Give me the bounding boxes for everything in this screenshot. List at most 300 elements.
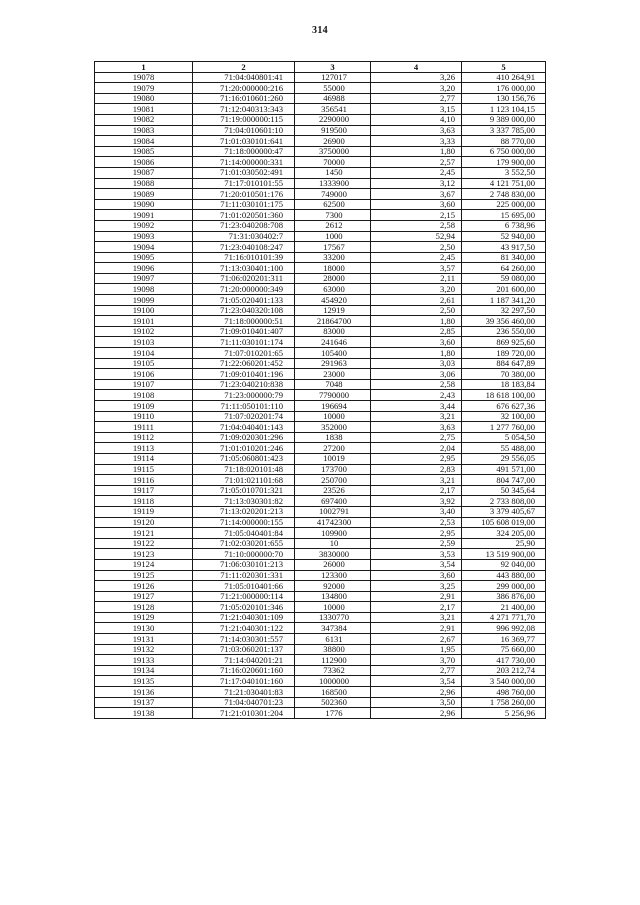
cadastral-number-cell: 71:18:020101:48 — [193, 464, 295, 475]
table-row — [95, 273, 546, 284]
area-value-cell: 41742300 — [295, 517, 371, 528]
rate-value-cell: 3,44 — [371, 401, 462, 412]
table-row — [95, 634, 546, 645]
area-value-cell: 105400 — [295, 348, 371, 359]
amount-value-cell: 236 550,00 — [462, 326, 546, 337]
amount-value-cell: 64 260,00 — [462, 263, 546, 274]
area-value-cell: 18000 — [295, 263, 371, 274]
table-row — [95, 358, 546, 369]
area-value-cell: 38800 — [295, 644, 371, 655]
row-number-cell: 19082 — [95, 114, 193, 125]
rate-value-cell: 2,83 — [371, 464, 462, 475]
table-row — [95, 644, 546, 655]
cadastral-number-cell: 71:03:060201:137 — [193, 644, 295, 655]
amount-value-cell: 75 660,00 — [462, 644, 546, 655]
table-row — [95, 199, 546, 210]
row-number-cell: 19114 — [95, 453, 193, 464]
cadastral-number-cell: 71:09:010401:196 — [193, 369, 295, 380]
cadastral-number-cell: 71:20:000000:349 — [193, 284, 295, 295]
amount-value-cell: 179 900,00 — [462, 157, 546, 168]
row-number-cell: 19094 — [95, 242, 193, 253]
row-number-cell: 19106 — [95, 369, 193, 380]
rate-value-cell: 2,85 — [371, 326, 462, 337]
area-value-cell: 62500 — [295, 199, 371, 210]
amount-value-cell: 6 738,96 — [462, 220, 546, 231]
amount-value-cell: 2 733 808,00 — [462, 496, 546, 507]
rate-value-cell: 2,67 — [371, 634, 462, 645]
table-row — [95, 242, 546, 253]
rate-value-cell: 3,63 — [371, 125, 462, 136]
table-row — [95, 612, 546, 623]
table-row — [95, 591, 546, 602]
table-row — [95, 453, 546, 464]
area-value-cell: 1000 — [295, 231, 371, 242]
table-row — [95, 369, 546, 380]
cadastral-number-cell: 71:18:000000:47 — [193, 146, 295, 157]
area-value-cell: 3830000 — [295, 549, 371, 560]
area-value-cell: 28000 — [295, 273, 371, 284]
cadastral-number-cell: 71:20:010501:176 — [193, 189, 295, 200]
cadastral-number-cell: 71:19:000000:115 — [193, 114, 295, 125]
cadastral-number-cell: 71:16:010101:39 — [193, 252, 295, 263]
rate-value-cell: 1,80 — [371, 316, 462, 327]
area-value-cell: 250700 — [295, 475, 371, 486]
cadastral-number-cell: 71:17:040101:160 — [193, 676, 295, 687]
area-value-cell: 919500 — [295, 125, 371, 136]
rate-value-cell: 1,80 — [371, 348, 462, 359]
rate-value-cell: 3,25 — [371, 581, 462, 592]
amount-value-cell: 52 940,00 — [462, 231, 546, 242]
rate-value-cell: 3,60 — [371, 337, 462, 348]
row-number-cell: 19095 — [95, 252, 193, 263]
table-row — [95, 528, 546, 539]
table-row — [95, 220, 546, 231]
amount-value-cell: 59 080,00 — [462, 273, 546, 284]
area-value-cell: 173700 — [295, 464, 371, 475]
amount-value-cell: 1 758 260,00 — [462, 697, 546, 708]
cadastral-number-cell: 71:07:020201:74 — [193, 411, 295, 422]
rate-value-cell: 3,33 — [371, 136, 462, 147]
cadastral-number-cell: 71:11:050101:110 — [193, 401, 295, 412]
table-row — [95, 485, 546, 496]
area-value-cell: 1450 — [295, 167, 371, 178]
row-number-cell: 19093 — [95, 231, 193, 242]
cadastral-number-cell: 71:11:020301:331 — [193, 570, 295, 581]
area-value-cell: 7048 — [295, 379, 371, 390]
area-value-cell: 697400 — [295, 496, 371, 507]
amount-value-cell: 201 600,00 — [462, 284, 546, 295]
cadastral-number-cell: 71:14:030301:557 — [193, 634, 295, 645]
data-table — [94, 61, 546, 719]
rate-value-cell: 3,20 — [371, 284, 462, 295]
row-number-cell: 19135 — [95, 676, 193, 687]
area-value-cell: 33200 — [295, 252, 371, 263]
rate-value-cell: 2,96 — [371, 687, 462, 698]
table-row — [95, 316, 546, 327]
area-value-cell: 23000 — [295, 369, 371, 380]
row-number-cell: 19084 — [95, 136, 193, 147]
table-row — [95, 146, 546, 157]
table-row — [95, 284, 546, 295]
table-row — [95, 167, 546, 178]
amount-value-cell: 18 183,84 — [462, 379, 546, 390]
rate-value-cell: 2,11 — [371, 273, 462, 284]
cadastral-number-cell: 71:01:021101:68 — [193, 475, 295, 486]
area-value-cell: 17567 — [295, 242, 371, 253]
row-number-cell: 19121 — [95, 528, 193, 539]
cadastral-number-cell: 71:12:040313:343 — [193, 104, 295, 115]
amount-value-cell: 3 552,50 — [462, 167, 546, 178]
area-value-cell: 168500 — [295, 687, 371, 698]
cadastral-number-cell: 71:01:010201:246 — [193, 443, 295, 454]
area-value-cell: 7300 — [295, 210, 371, 221]
amount-value-cell: 443 880,00 — [462, 570, 546, 581]
cadastral-number-cell: 71:09:020301:296 — [193, 432, 295, 443]
rate-value-cell: 3,70 — [371, 655, 462, 666]
rate-value-cell: 2,58 — [371, 379, 462, 390]
cadastral-number-cell: 71:04:040701:23 — [193, 697, 295, 708]
rate-value-cell: 2,57 — [371, 157, 462, 168]
area-value-cell: 1330770 — [295, 612, 371, 623]
row-number-cell: 19131 — [95, 634, 193, 645]
table-row — [95, 252, 546, 263]
amount-value-cell: 29 556,05 — [462, 453, 546, 464]
table-row — [95, 496, 546, 507]
row-number-cell: 19079 — [95, 83, 193, 94]
area-value-cell: 347384 — [295, 623, 371, 634]
row-number-cell: 19109 — [95, 401, 193, 412]
rate-value-cell: 2,45 — [371, 167, 462, 178]
cadastral-number-cell: 71:13:020201:213 — [193, 506, 295, 517]
area-value-cell: 2290000 — [295, 114, 371, 125]
area-value-cell: 1333900 — [295, 178, 371, 189]
table-row — [95, 697, 546, 708]
rate-value-cell: 3,12 — [371, 178, 462, 189]
rate-value-cell: 3,26 — [371, 72, 462, 83]
rate-value-cell: 2,50 — [371, 305, 462, 316]
row-number-cell: 19119 — [95, 506, 193, 517]
table-row — [95, 231, 546, 242]
table-row — [95, 665, 546, 676]
cadastral-number-cell: 71:11:030101:174 — [193, 337, 295, 348]
table-header-row — [95, 62, 546, 73]
area-value-cell: 356541 — [295, 104, 371, 115]
amount-value-cell: 3 379 405,67 — [462, 506, 546, 517]
cadastral-number-cell: 71:21:010301:204 — [193, 708, 295, 719]
table-row — [95, 676, 546, 687]
amount-value-cell: 6 750 000,00 — [462, 146, 546, 157]
amount-value-cell: 81 340,00 — [462, 252, 546, 263]
row-number-cell: 19137 — [95, 697, 193, 708]
table-row — [95, 337, 546, 348]
row-number-cell: 19115 — [95, 464, 193, 475]
cadastral-number-cell: 71:20:000000:216 — [193, 83, 295, 94]
cadastral-number-cell: 71:17:010101:55 — [193, 178, 295, 189]
amount-value-cell: 3 337 785,00 — [462, 125, 546, 136]
table-row — [95, 581, 546, 592]
amount-value-cell: 299 000,00 — [462, 581, 546, 592]
table-row — [95, 157, 546, 168]
rate-value-cell: 2,77 — [371, 93, 462, 104]
table-row — [95, 104, 546, 115]
amount-value-cell: 4 121 751,00 — [462, 178, 546, 189]
cadastral-number-cell: 71:06:020201:311 — [193, 273, 295, 284]
cadastral-number-cell: 71:21:040301:109 — [193, 612, 295, 623]
amount-value-cell: 884 647,89 — [462, 358, 546, 369]
cadastral-number-cell: 71:05:010701:321 — [193, 485, 295, 496]
cadastral-number-cell: 71:18:000000:51 — [193, 316, 295, 327]
amount-value-cell: 55 488,00 — [462, 443, 546, 454]
area-value-cell: 26900 — [295, 136, 371, 147]
amount-value-cell: 176 000,00 — [462, 83, 546, 94]
area-value-cell: 10 — [295, 538, 371, 549]
amount-value-cell: 13 519 900,00 — [462, 549, 546, 560]
table-row — [95, 411, 546, 422]
cadastral-number-cell: 71:23:040320:108 — [193, 305, 295, 316]
rate-value-cell: 3,57 — [371, 263, 462, 274]
area-value-cell: 127017 — [295, 72, 371, 83]
cadastral-number-cell: 71:14:000000:155 — [193, 517, 295, 528]
rate-value-cell: 3,15 — [371, 104, 462, 115]
area-value-cell: 27200 — [295, 443, 371, 454]
cadastral-number-cell: 71:05:020101:346 — [193, 602, 295, 613]
area-value-cell: 1002791 — [295, 506, 371, 517]
table-row — [95, 93, 546, 104]
cadastral-number-cell: 71:13:030301:82 — [193, 496, 295, 507]
rate-value-cell: 3,21 — [371, 612, 462, 623]
rate-value-cell: 3,21 — [371, 475, 462, 486]
amount-value-cell: 39 356 460,00 — [462, 316, 546, 327]
rate-value-cell: 3,63 — [371, 422, 462, 433]
rate-value-cell: 2,04 — [371, 443, 462, 454]
row-number-cell: 19122 — [95, 538, 193, 549]
column-header-3: 3 — [295, 62, 371, 73]
amount-value-cell: 92 040,00 — [462, 559, 546, 570]
row-number-cell: 19085 — [95, 146, 193, 157]
area-value-cell: 10000 — [295, 411, 371, 422]
amount-value-cell: 9 389 000,00 — [462, 114, 546, 125]
table-row — [95, 538, 546, 549]
amount-value-cell: 189 720,00 — [462, 348, 546, 359]
rate-value-cell: 3,40 — [371, 506, 462, 517]
area-value-cell: 1776 — [295, 708, 371, 719]
cadastral-number-cell: 71:02:030201:655 — [193, 538, 295, 549]
table-row — [95, 83, 546, 94]
rate-value-cell: 3,60 — [371, 199, 462, 210]
amount-value-cell: 5 054,50 — [462, 432, 546, 443]
amount-value-cell: 16 369,77 — [462, 634, 546, 645]
row-number-cell: 19128 — [95, 602, 193, 613]
amount-value-cell: 88 770,00 — [462, 136, 546, 147]
row-number-cell: 19098 — [95, 284, 193, 295]
table-row — [95, 570, 546, 581]
cadastral-number-cell: 71:22:060201:452 — [193, 358, 295, 369]
row-number-cell: 19100 — [95, 305, 193, 316]
amount-value-cell: 4 271 771,70 — [462, 612, 546, 623]
amount-value-cell: 386 876,00 — [462, 591, 546, 602]
rate-value-cell: 3,54 — [371, 559, 462, 570]
rate-value-cell: 2,43 — [371, 390, 462, 401]
table-row — [95, 114, 546, 125]
amount-value-cell: 15 695,00 — [462, 210, 546, 221]
cadastral-number-cell: 71:16:010601:260 — [193, 93, 295, 104]
table-row — [95, 549, 546, 560]
table-body — [95, 72, 546, 718]
cadastral-number-cell: 71:07:010201:65 — [193, 348, 295, 359]
rate-value-cell: 2,95 — [371, 528, 462, 539]
amount-value-cell: 804 747,00 — [462, 475, 546, 486]
row-number-cell: 19097 — [95, 273, 193, 284]
table-row — [95, 475, 546, 486]
rate-value-cell: 2,45 — [371, 252, 462, 263]
row-number-cell: 19089 — [95, 189, 193, 200]
rate-value-cell: 3,20 — [371, 83, 462, 94]
cadastral-number-cell: 71:01:030502:491 — [193, 167, 295, 178]
cadastral-number-cell: 71:09:010401:407 — [193, 326, 295, 337]
cadastral-number-cell: 71:13:030401:100 — [193, 263, 295, 274]
table-row — [95, 708, 546, 719]
cadastral-number-cell: 71:05:020401:133 — [193, 295, 295, 306]
rate-value-cell: 2,15 — [371, 210, 462, 221]
rate-value-cell: 3,53 — [371, 549, 462, 560]
table-row — [95, 348, 546, 359]
table-row — [95, 443, 546, 454]
row-number-cell: 19116 — [95, 475, 193, 486]
rate-value-cell: 2,96 — [371, 708, 462, 719]
rate-value-cell: 3,06 — [371, 369, 462, 380]
row-number-cell: 19110 — [95, 411, 193, 422]
area-value-cell: 55000 — [295, 83, 371, 94]
column-header-2: 2 — [193, 62, 295, 73]
amount-value-cell: 225 000,00 — [462, 199, 546, 210]
table-row — [95, 305, 546, 316]
rate-value-cell: 3,50 — [371, 697, 462, 708]
rate-value-cell: 2,91 — [371, 623, 462, 634]
row-number-cell: 19132 — [95, 644, 193, 655]
cadastral-number-cell: 71:21:040301:122 — [193, 623, 295, 634]
row-number-cell: 19078 — [95, 72, 193, 83]
rate-value-cell: 1,80 — [371, 146, 462, 157]
area-value-cell: 7790000 — [295, 390, 371, 401]
amount-value-cell: 21 400,00 — [462, 602, 546, 613]
rate-value-cell: 4,10 — [371, 114, 462, 125]
area-value-cell: 134800 — [295, 591, 371, 602]
area-value-cell: 73362 — [295, 665, 371, 676]
rate-value-cell: 3,92 — [371, 496, 462, 507]
row-number-cell: 19103 — [95, 337, 193, 348]
table-row — [95, 295, 546, 306]
cadastral-number-cell: 71:05:060801:423 — [193, 453, 295, 464]
amount-value-cell: 417 730,00 — [462, 655, 546, 666]
row-number-cell: 19087 — [95, 167, 193, 178]
rate-value-cell: 2,75 — [371, 432, 462, 443]
cadastral-number-cell: 71:16:020601:160 — [193, 665, 295, 676]
table-row — [95, 72, 546, 83]
rate-value-cell: 2,61 — [371, 295, 462, 306]
area-value-cell: 92000 — [295, 581, 371, 592]
cadastral-number-cell: 71:23:000000:79 — [193, 390, 295, 401]
area-value-cell: 352000 — [295, 422, 371, 433]
amount-value-cell: 1 123 104,15 — [462, 104, 546, 115]
rate-value-cell: 3,54 — [371, 676, 462, 687]
area-value-cell: 23526 — [295, 485, 371, 496]
cadastral-number-cell: 71:21:030401:83 — [193, 687, 295, 698]
amount-value-cell: 70 380,00 — [462, 369, 546, 380]
cadastral-number-cell: 71:01:020501:360 — [193, 210, 295, 221]
area-value-cell: 109900 — [295, 528, 371, 539]
amount-value-cell: 32 297,50 — [462, 305, 546, 316]
row-number-cell: 19112 — [95, 432, 193, 443]
area-value-cell: 749000 — [295, 189, 371, 200]
row-number-cell: 19102 — [95, 326, 193, 337]
table-row — [95, 602, 546, 613]
amount-value-cell: 105 608 019,00 — [462, 517, 546, 528]
amount-value-cell: 130 156,76 — [462, 93, 546, 104]
rate-value-cell: 2,53 — [371, 517, 462, 528]
area-value-cell: 6131 — [295, 634, 371, 645]
rate-value-cell: 3,21 — [371, 411, 462, 422]
area-value-cell: 21864700 — [295, 316, 371, 327]
amount-value-cell: 2 748 830,00 — [462, 189, 546, 200]
rate-value-cell: 2,59 — [371, 538, 462, 549]
cadastral-number-cell: 71:04:010601:10 — [193, 125, 295, 136]
row-number-cell: 19080 — [95, 93, 193, 104]
row-number-cell: 19120 — [95, 517, 193, 528]
area-value-cell: 502360 — [295, 697, 371, 708]
row-number-cell: 19081 — [95, 104, 193, 115]
table-row — [95, 517, 546, 528]
cadastral-number-cell: 71:21:000000:114 — [193, 591, 295, 602]
amount-value-cell: 676 627,36 — [462, 401, 546, 412]
row-number-cell: 19118 — [95, 496, 193, 507]
amount-value-cell: 324 205,00 — [462, 528, 546, 539]
row-number-cell: 19113 — [95, 443, 193, 454]
row-number-cell: 19125 — [95, 570, 193, 581]
cadastral-number-cell: 71:11:030101:175 — [193, 199, 295, 210]
cadastral-number-cell: 71:23:040208:708 — [193, 220, 295, 231]
area-value-cell: 3750000 — [295, 146, 371, 157]
amount-value-cell: 25,90 — [462, 538, 546, 549]
row-number-cell: 19096 — [95, 263, 193, 274]
table-row — [95, 263, 546, 274]
row-number-cell: 19117 — [95, 485, 193, 496]
table-row — [95, 623, 546, 634]
area-value-cell: 12919 — [295, 305, 371, 316]
area-value-cell: 196694 — [295, 401, 371, 412]
amount-value-cell: 3 540 000,00 — [462, 676, 546, 687]
area-value-cell: 10000 — [295, 602, 371, 613]
rate-value-cell: 2,50 — [371, 242, 462, 253]
row-number-cell: 19086 — [95, 157, 193, 168]
amount-value-cell: 498 760,00 — [462, 687, 546, 698]
area-value-cell: 1838 — [295, 432, 371, 443]
row-number-cell: 19091 — [95, 210, 193, 221]
area-value-cell: 241646 — [295, 337, 371, 348]
amount-value-cell: 1 277 760,00 — [462, 422, 546, 433]
table-row — [95, 401, 546, 412]
rate-value-cell: 2,91 — [371, 591, 462, 602]
row-number-cell: 19127 — [95, 591, 193, 602]
cadastral-number-cell: 71:06:030101:213 — [193, 559, 295, 570]
row-number-cell: 19101 — [95, 316, 193, 327]
row-number-cell: 19099 — [95, 295, 193, 306]
area-value-cell: 291963 — [295, 358, 371, 369]
cadastral-number-cell: 71:05:010401:66 — [193, 581, 295, 592]
area-value-cell: 10019 — [295, 453, 371, 464]
table-row — [95, 136, 546, 147]
amount-value-cell: 32 100,00 — [462, 411, 546, 422]
area-value-cell: 70000 — [295, 157, 371, 168]
